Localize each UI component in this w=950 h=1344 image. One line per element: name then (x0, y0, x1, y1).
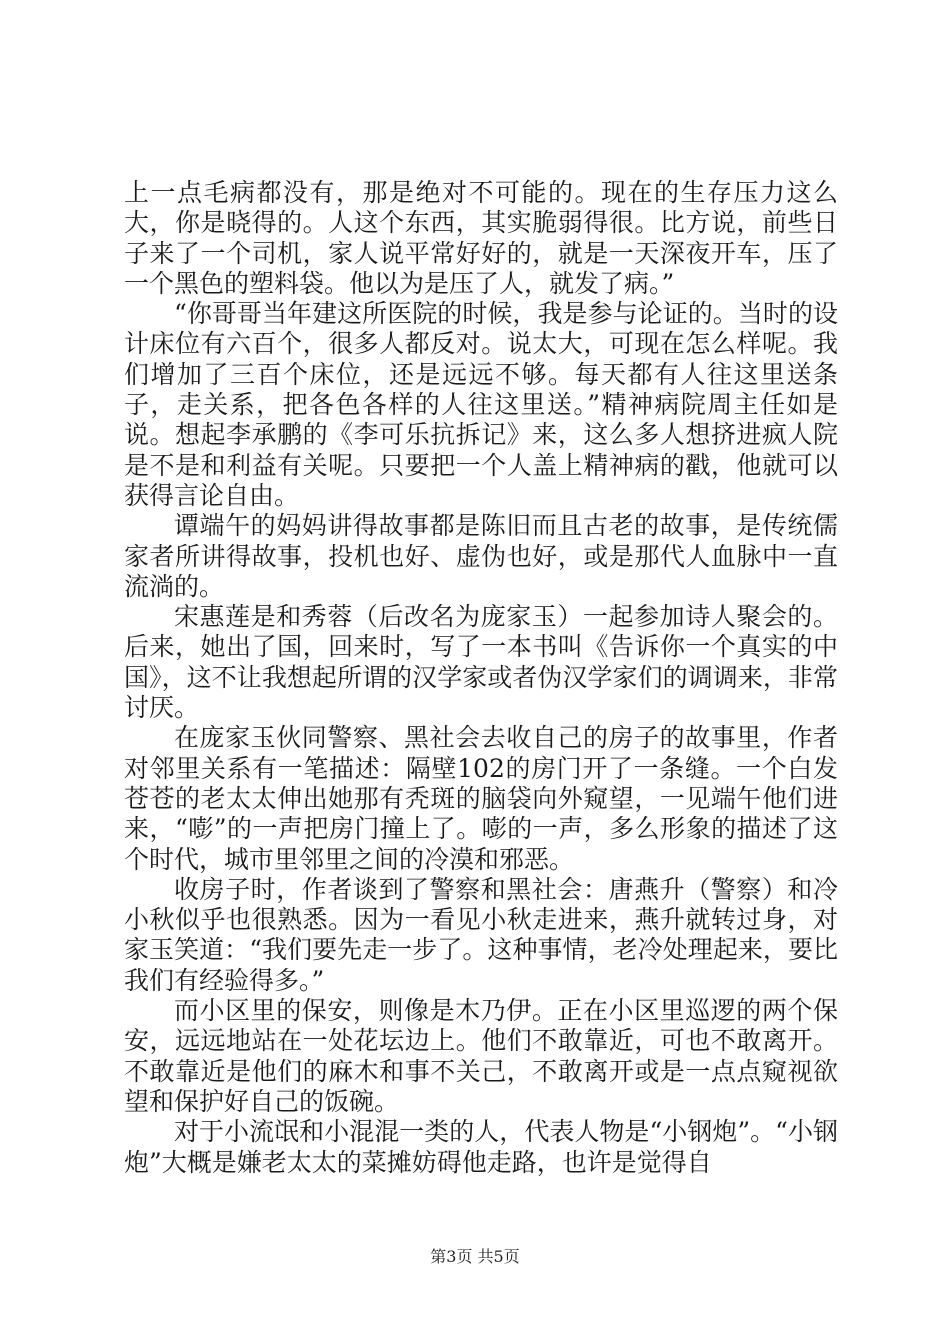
paragraph-3: 谭端午的妈妈讲得故事都是陈旧而且古老的故事，是传统儒家者所讲得故事，投机也好、虚伪也好，或是那代人血脉中一直流淌的。 (124, 511, 838, 601)
paragraph-4: 宋惠莲是和秀蓉（后改名为庞家玉）一起参加诗人聚会的。后来，她出了国，回来时，写了一本书叫《告诉你一个真实的中国》，这不让我想起所谓的汉学家或者伪汉学家们的调调来，非常讨厌。 (124, 602, 838, 723)
paragraph-1: 上一点毛病都没有，那是绝对不可能的。现在的生存压力这么大，你是晓得的。人这个东西，其实脆弱得很。比方说，前些日子来了一个司机，家人说平常好好的，就是一天深夜开车，压了一个黑色的塑料袋。他以为是压了人，就发了病。” (124, 178, 838, 298)
paragraph-5: 在庞家玉伙同警察、黑社会去收自己的房子的故事里，作者对邻里关系有一笔描述：隔壁102的房门开了一条缝。一个白发苍苍的老太太伸出她那有秃斑的脑袋向外窥望，一见端午他们进来，“嘭”的一声把房门撞上了。嘭的一声，多么形象的描述了这个时代，城市里邻里之间的冷漠和邪恶。 (124, 723, 838, 874)
paragraph-2: “你哥哥当年建这所医院的时候，我是参与论证的。当时的设计床位有六百个，很多人都反对。说太大，可现在怎么样呢。我们增加了三百个床位，还是远远不够。每天都有人往这里送条子，走关系，把各色各样的人往这里送。”精神病院周主任如是说。想起李承鹏的《李可乐抗拆记》来，这么多人想挤进疯人院是不是和利益有关呢。只要把一个人盖上精神病的戳，他就可以获得言论自由。 (124, 299, 838, 510)
page-number: 第3页 共5页 (430, 1247, 520, 1266)
paragraph-6: 收房子时，作者谈到了警察和黑社会：唐燕升（警察）和冷小秋似乎也很熟悉。因为一看见小秋走进来，燕升就转过身，对家玉笑道：“我们要先走一步了。这种事情，老冷处理起来，要比我们有经验得多。” (124, 874, 838, 995)
paragraph-7: 而小区里的保安，则像是木乃伊。正在小区里巡逻的两个保安，远远地站在一处花坛边上。他们不敢靠近，可也不敢离开。不敢靠近是他们的麻木和事不关己，不敢离开或是一点点窥视欲望和保护好自己的饭碗。 (124, 996, 838, 1116)
paragraph-8: 对于小流氓和小混混一类的人，代表人物是“小钢炮”。“小钢炮”大概是嫌老太太的菜摊妨碍他走路，也许是觉得自 (124, 1117, 838, 1177)
body-text (124, 178, 838, 1178)
